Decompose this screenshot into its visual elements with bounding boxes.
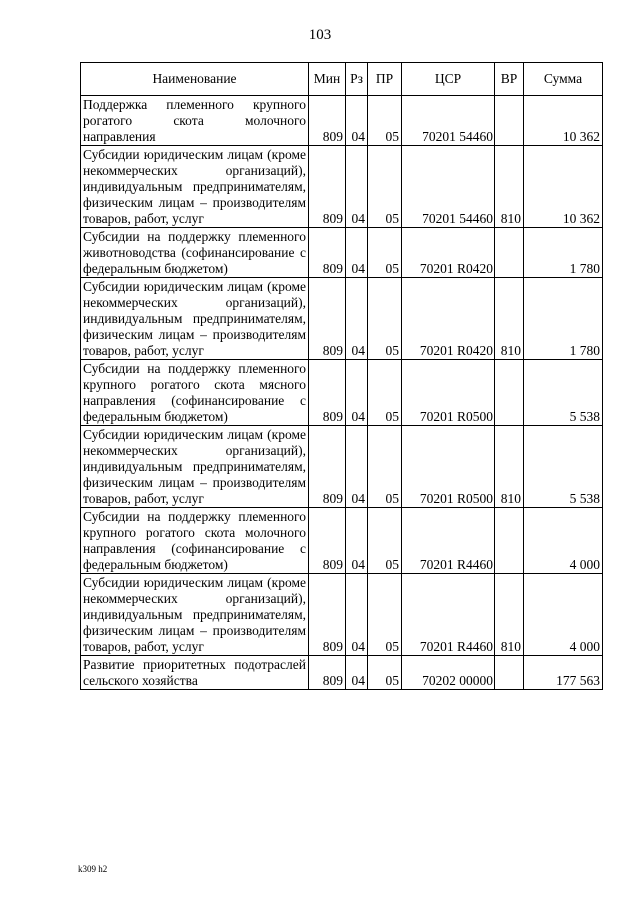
row-min: 809 [309,574,346,656]
row-name: Субсидии юридическим лицам (кроме некоммерческих организаций), индивидуальным предпринимателям, физическим лицам – производителям товаров, работ, услуг [81,278,309,360]
footer-code: k309 h2 [78,864,108,874]
row-sum: 1 780 [524,228,603,278]
table-row [81,656,603,690]
row-name: Поддержка племенного крупного рогатого скота молочного направления [81,96,309,146]
row-pr: 05 [368,360,402,426]
header-rz: Рз [346,63,368,96]
row-sum: 1 780 [524,278,603,360]
row-pr: 05 [368,146,402,228]
row-min: 809 [309,508,346,574]
row-csr: 70201 R0500 [402,360,495,426]
table-row [81,426,603,508]
row-min: 809 [309,360,346,426]
row-vr: 810 [495,574,524,656]
header-name: Наименование [81,63,309,96]
table-row [81,228,603,278]
row-sum: 10 362 [524,146,603,228]
row-pr: 05 [368,96,402,146]
table-row [81,574,603,656]
row-min: 809 [309,96,346,146]
header-csr: ЦСР [402,63,495,96]
row-pr: 05 [368,426,402,508]
row-sum: 5 538 [524,360,603,426]
row-min: 809 [309,228,346,278]
table-row [81,278,603,360]
row-pr: 05 [368,574,402,656]
header-min: Мин [309,63,346,96]
row-vr: 810 [495,426,524,508]
row-pr: 05 [368,278,402,360]
row-rz: 04 [346,360,368,426]
row-csr: 70201 54460 [402,146,495,228]
row-pr: 05 [368,508,402,574]
row-sum: 177 563 [524,656,603,690]
row-name: Субсидии на поддержку племенного животноводства (софинансирование с федеральным бюджетом) [81,228,309,278]
table-header-row [81,63,603,96]
header-sum: Сумма [524,63,603,96]
row-csr: 70201 R0420 [402,278,495,360]
row-rz: 04 [346,228,368,278]
row-csr: 70202 00000 [402,656,495,690]
row-min: 809 [309,656,346,690]
row-sum: 4 000 [524,508,603,574]
row-csr: 70201 R0420 [402,228,495,278]
row-vr [495,96,524,146]
header-pr: ПР [368,63,402,96]
row-min: 809 [309,426,346,508]
row-min: 809 [309,278,346,360]
row-sum: 5 538 [524,426,603,508]
row-csr: 70201 R4460 [402,574,495,656]
header-vr: ВР [495,63,524,96]
row-rz: 04 [346,574,368,656]
row-rz: 04 [346,96,368,146]
row-name: Субсидии на поддержку племенного крупного рогатого скота молочного направления (софинансирование с федеральным бюджетом) [81,508,309,574]
row-pr: 05 [368,228,402,278]
row-name: Развитие приоритетных подотраслей сельского хозяйства [81,656,309,690]
row-vr [495,656,524,690]
row-sum: 4 000 [524,574,603,656]
row-rz: 04 [346,656,368,690]
page-number: 103 [308,27,332,43]
row-name: Субсидии юридическим лицам (кроме некоммерческих организаций), индивидуальным предпринимателям, физическим лицам – производителям товаров, работ, услуг [81,574,309,656]
row-csr: 70201 R0500 [402,426,495,508]
row-csr: 70201 54460 [402,96,495,146]
row-name: Субсидии юридическим лицам (кроме некоммерческих организаций), индивидуальным предпринимателям, физическим лицам – производителям товаров, работ, услуг [81,426,309,508]
row-vr [495,508,524,574]
row-vr [495,360,524,426]
row-name: Субсидии юридическим лицам (кроме некоммерческих организаций), индивидуальным предпринимателям, физическим лицам – производителям товаров, работ, услуг [81,146,309,228]
row-csr: 70201 R4460 [402,508,495,574]
row-vr: 810 [495,146,524,228]
row-rz: 04 [346,426,368,508]
row-vr: 810 [495,278,524,360]
row-vr [495,228,524,278]
budget-table [80,62,603,690]
row-sum: 10 362 [524,96,603,146]
table-row [81,146,603,228]
row-name: Субсидии на поддержку племенного крупного рогатого скота мясного направления (софинансирование с федеральным бюджетом) [81,360,309,426]
row-min: 809 [309,146,346,228]
row-rz: 04 [346,278,368,360]
row-rz: 04 [346,508,368,574]
table-row [81,360,603,426]
table-row [81,96,603,146]
table-row [81,508,603,574]
row-rz: 04 [346,146,368,228]
row-pr: 05 [368,656,402,690]
